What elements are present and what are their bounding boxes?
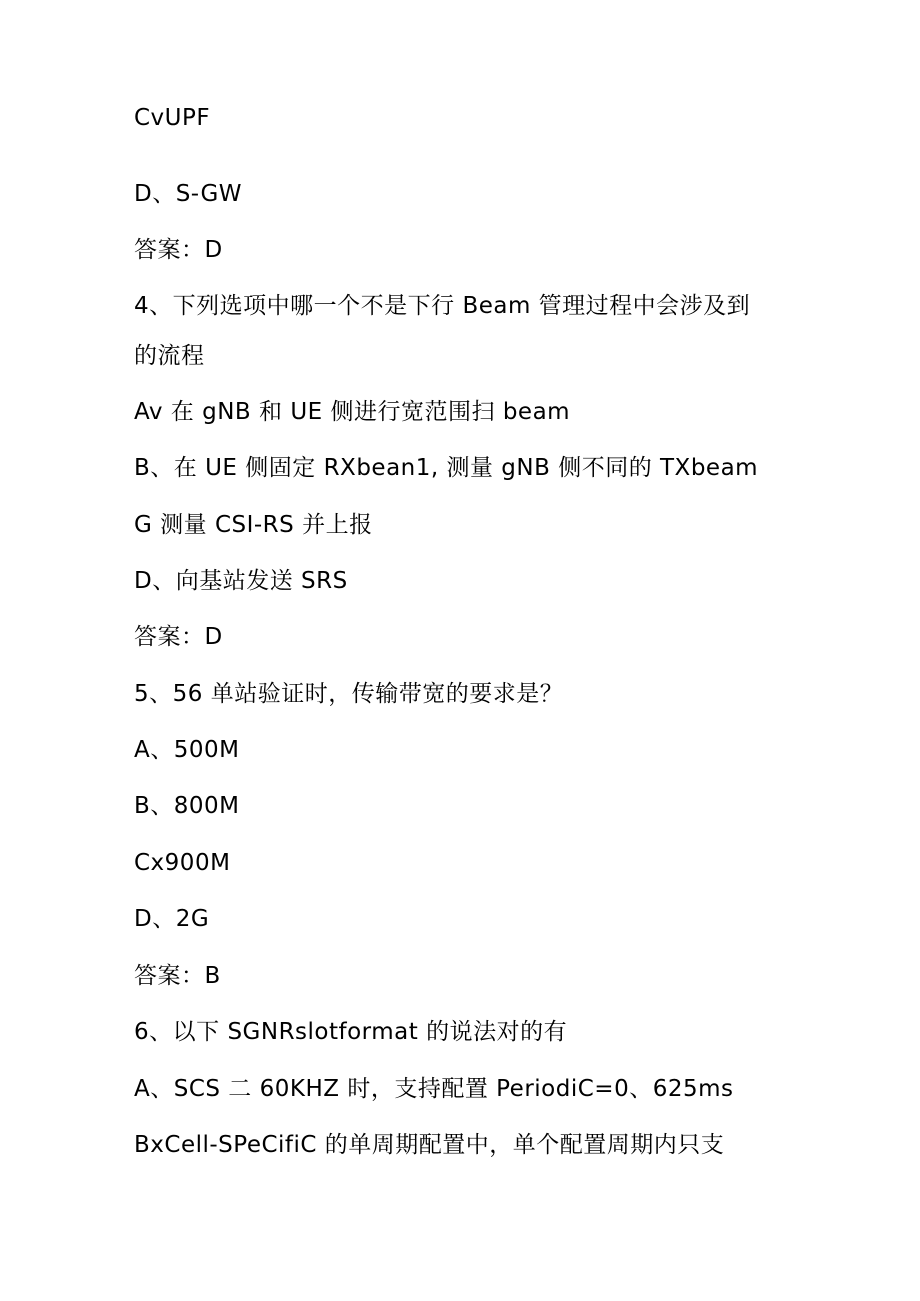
option-c-q5: Cx900M — [134, 850, 231, 876]
question-6: 6、以下 SGNRslotformat 的说法对的有 — [134, 1019, 568, 1045]
answer-q4: 答案：D — [134, 624, 223, 650]
question-4-line2: 的流程 — [134, 343, 205, 369]
option-b-q4: B、在 UE 侧固定 RXbean1, 测量 gNB 侧不同的 TXbeam — [134, 455, 759, 481]
answer-q5: 答案：B — [134, 963, 221, 989]
option-d-q5: D、2G — [134, 906, 210, 932]
option-d-sgw: D、S-GW — [134, 181, 243, 207]
option-d-q4: D、向基站发送 SRS — [134, 568, 348, 594]
option-b-q6: BxCell-SPeCifiC 的单周期配置中，单个配置周期内只支 — [134, 1132, 725, 1158]
option-c-upf: CvUPF — [134, 105, 211, 131]
question-4-line1: 4、下列选项中哪一个不是下行 Beam 管理过程中会涉及到 — [134, 293, 751, 319]
option-a-q4: Av 在 gNB 和 UE 侧进行宽范围扫 beam — [134, 399, 571, 425]
option-c-q4: G 测量 CSI-RS 并上报 — [134, 512, 373, 538]
question-5: 5、56 单站验证时，传输带宽的要求是？ — [134, 681, 564, 707]
option-a-q5: A、500M — [134, 737, 240, 763]
option-b-q5: B、800M — [134, 793, 240, 819]
answer-q3: 答案：D — [134, 237, 223, 263]
option-a-q6: A、SCS 二 60KHZ 时，支持配置 PeriodiC=0、625ms — [134, 1076, 734, 1102]
